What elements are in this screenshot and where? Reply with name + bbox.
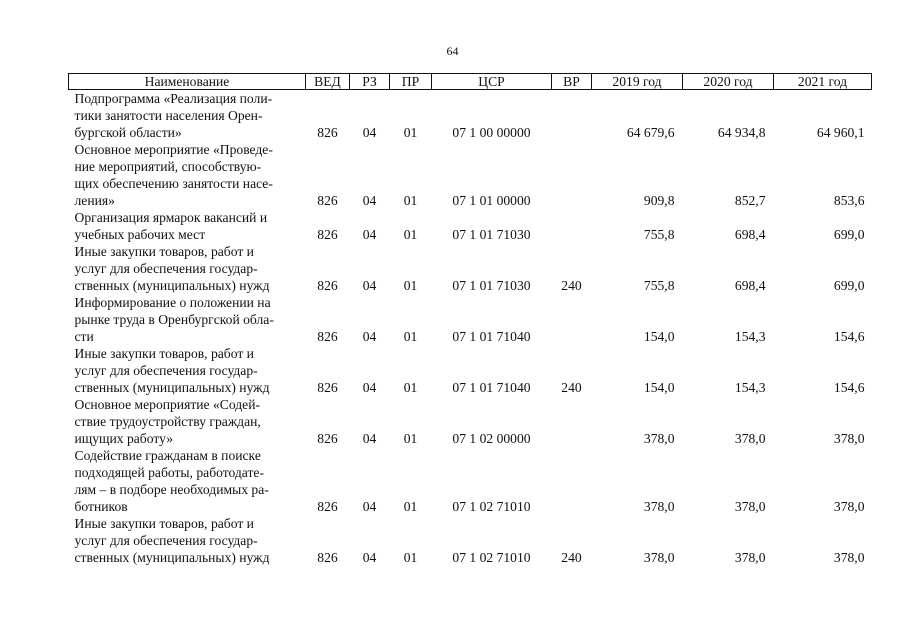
cell-vr [552, 447, 592, 515]
cell-ved: 826 [317, 227, 338, 242]
cell-2020: 154,3 [734, 329, 766, 344]
cell-2019: 755,8 [643, 278, 675, 293]
cell-name: Иные закупки товаров, работ и услуг для обеспечения государ- ственных (муниципальных) нужд [74, 346, 270, 395]
cell-2019: 378,0 [643, 550, 675, 565]
cell-vr [552, 141, 592, 209]
cell-ved: 826 [317, 278, 338, 293]
cell-2020: 698,4 [734, 227, 766, 242]
cell-2019: 755,8 [643, 227, 675, 242]
cell-2020: 154,3 [734, 380, 766, 395]
table-row [69, 243, 872, 294]
cell-csr: 07 1 01 71040 [452, 380, 531, 395]
cell-rz: 04 [362, 550, 377, 565]
cell-2021: 64 960,1 [816, 125, 865, 140]
cell-vr [552, 396, 592, 447]
column-header-ved: ВЕД [306, 74, 350, 90]
cell-name: Организация ярмарок вакансий и учебных рабочих мест [74, 210, 268, 242]
table-body [69, 90, 872, 567]
cell-2021: 378,0 [833, 499, 865, 514]
cell-2019: 909,8 [643, 193, 675, 208]
cell-ved: 826 [317, 193, 338, 208]
cell-rz: 04 [362, 431, 377, 446]
cell-ved: 826 [317, 499, 338, 514]
column-header-2020: 2020 год [683, 74, 774, 90]
cell-name: Подпрограмма «Реализация поли- тики занятости населения Орен- бургской области» [74, 91, 273, 140]
cell-pr: 01 [403, 329, 418, 344]
cell-2019: 64 679,6 [626, 125, 675, 140]
cell-name: Иные закупки товаров, работ и услуг для обеспечения государ- ственных (муниципальных) нужд [74, 516, 270, 565]
cell-name: Основное мероприятие «Проведе- ние мероприятий, способствую- щих обеспечению занятости насе- ления» [74, 142, 273, 208]
cell-vr: 240 [561, 550, 582, 565]
cell-csr: 07 1 02 71010 [452, 550, 531, 565]
cell-csr: 07 1 02 71010 [452, 499, 531, 514]
cell-vr: 240 [561, 278, 582, 293]
column-header-pr: ПР [390, 74, 432, 90]
cell-ved: 826 [317, 125, 338, 140]
cell-pr: 01 [403, 431, 418, 446]
cell-2021: 154,6 [833, 329, 865, 344]
cell-csr: 07 1 01 71030 [452, 227, 531, 242]
budget-table [68, 73, 872, 566]
column-header-2019: 2019 год [592, 74, 683, 90]
cell-rz: 04 [362, 380, 377, 395]
table-row [69, 396, 872, 447]
cell-2019: 154,0 [643, 329, 675, 344]
cell-rz: 04 [362, 329, 377, 344]
cell-2020: 64 934,8 [717, 125, 766, 140]
page-number: 64 [446, 44, 459, 58]
cell-rz: 04 [362, 193, 377, 208]
cell-csr: 07 1 01 71030 [452, 278, 531, 293]
cell-2021: 699,0 [833, 278, 865, 293]
cell-vr: 240 [561, 380, 582, 395]
cell-2021: 853,6 [833, 193, 865, 208]
cell-2020: 698,4 [734, 278, 766, 293]
table-row [69, 515, 872, 566]
cell-name: Основное мероприятие «Содей- ствие трудоустройству граждан, ищущих работу» [74, 397, 261, 446]
cell-2020: 378,0 [734, 499, 766, 514]
cell-name: Иные закупки товаров, работ и услуг для обеспечения государ- ственных (муниципальных) нужд [74, 244, 270, 293]
column-header-2021: 2021 год [774, 74, 872, 90]
cell-csr: 07 1 02 00000 [452, 431, 531, 446]
cell-csr: 07 1 01 00000 [452, 193, 531, 208]
table-row [69, 294, 872, 345]
cell-pr: 01 [403, 227, 418, 242]
column-header-rz: РЗ [350, 74, 390, 90]
table-row [69, 447, 872, 515]
cell-2021: 154,6 [833, 380, 865, 395]
cell-2021: 699,0 [833, 227, 865, 242]
cell-rz: 04 [362, 278, 377, 293]
cell-2021: 378,0 [833, 431, 865, 446]
cell-pr: 01 [403, 278, 418, 293]
cell-pr: 01 [403, 125, 418, 140]
header-row [69, 74, 872, 90]
cell-ved: 826 [317, 550, 338, 565]
cell-vr [552, 209, 592, 243]
cell-csr: 07 1 01 71040 [452, 329, 531, 344]
cell-pr: 01 [403, 499, 418, 514]
cell-pr: 01 [403, 193, 418, 208]
cell-vr [552, 294, 592, 345]
column-header-vr: ВР [552, 74, 592, 90]
table-row [69, 141, 872, 209]
column-header-name: Наименование [69, 74, 306, 90]
table-row [69, 209, 872, 243]
cell-vr [552, 90, 592, 142]
cell-pr: 01 [403, 550, 418, 565]
column-header-csr: ЦСР [432, 74, 552, 90]
cell-name: Информирование о положении на рынке труда в Оренбургской обла- сти [74, 295, 274, 344]
table-row [69, 345, 872, 396]
cell-ved: 826 [317, 329, 338, 344]
cell-csr: 07 1 00 00000 [452, 125, 531, 140]
cell-ved: 826 [317, 380, 338, 395]
cell-2019: 378,0 [643, 499, 675, 514]
cell-2020: 852,7 [734, 193, 766, 208]
cell-2019: 378,0 [643, 431, 675, 446]
cell-2021: 378,0 [833, 550, 865, 565]
cell-rz: 04 [362, 499, 377, 514]
cell-name: Содействие гражданам в поиске подходящей работы, работодате- лям – в подборе необходимых ра- ботников [74, 448, 269, 514]
cell-pr: 01 [403, 380, 418, 395]
cell-2019: 154,0 [643, 380, 675, 395]
cell-2020: 378,0 [734, 431, 766, 446]
cell-2020: 378,0 [734, 550, 766, 565]
table-row [69, 90, 872, 142]
cell-rz: 04 [362, 227, 377, 242]
cell-rz: 04 [362, 125, 377, 140]
cell-ved: 826 [317, 431, 338, 446]
